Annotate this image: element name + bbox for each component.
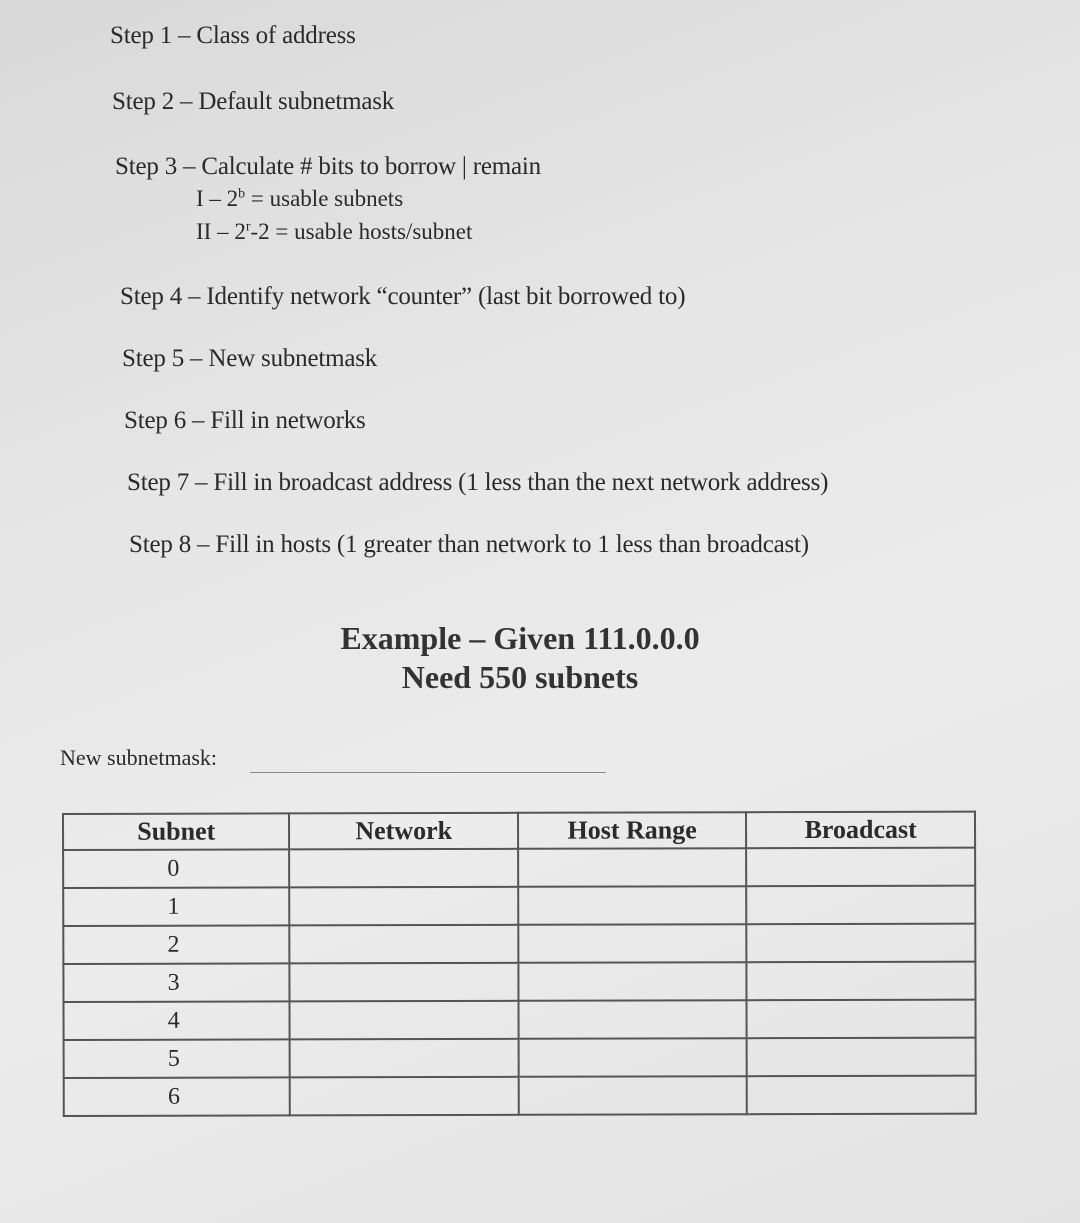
host-range-cell[interactable]	[519, 1076, 747, 1115]
example-subtitle: Need 550 subnets	[401, 659, 639, 695]
table-row	[64, 1038, 976, 1078]
new-subnetmask-label: New subnetmask:	[60, 745, 218, 770]
network-cell[interactable]	[290, 1077, 519, 1116]
step-3: Step 3 – Calculate # bits to borrow | remain	[115, 153, 541, 180]
step-7: Step 7 – Fill in broadcast address (1 less than the next network address)	[127, 469, 829, 496]
step-6: Step 6 – Fill in networks	[124, 407, 366, 434]
formula-hosts-exponent: r	[245, 219, 251, 235]
header-network: Network	[289, 813, 518, 850]
example-title: Example – Given 111.0.0.0	[340, 620, 700, 656]
broadcast-cell[interactable]	[747, 962, 976, 1001]
step-2: Step 2 – Default subnetmask	[112, 88, 395, 115]
subnet-table	[62, 811, 977, 1117]
subnet-number: 6	[64, 1077, 290, 1116]
subnet-number: 4	[63, 1001, 289, 1040]
table-header-row	[63, 812, 975, 850]
step-3-formula-hosts	[196, 219, 472, 245]
broadcast-cell[interactable]	[746, 886, 975, 925]
host-range-cell[interactable]	[518, 848, 746, 887]
network-cell[interactable]	[290, 1039, 519, 1078]
new-subnetmask-blank-line[interactable]	[250, 772, 606, 773]
broadcast-cell[interactable]	[747, 1038, 976, 1077]
formula-hosts-result: -2 = usable hosts/subnet	[250, 219, 473, 244]
step-4: Step 4 – Identify network “counter” (last bit borrowed to)	[120, 283, 686, 310]
broadcast-cell[interactable]	[747, 1076, 976, 1115]
formula-subnets-base: I – 2	[196, 186, 239, 211]
network-cell[interactable]	[290, 1001, 519, 1040]
step-3-formula-subnets	[196, 186, 403, 212]
broadcast-cell[interactable]	[746, 848, 975, 887]
network-cell[interactable]	[289, 849, 518, 888]
table-row	[64, 1076, 976, 1116]
table-row	[63, 1000, 975, 1040]
host-range-cell[interactable]	[518, 1000, 746, 1039]
network-cell[interactable]	[290, 887, 519, 926]
subnet-number: 5	[64, 1039, 290, 1078]
network-cell[interactable]	[290, 925, 519, 964]
host-range-cell[interactable]	[518, 962, 746, 1001]
broadcast-cell[interactable]	[747, 924, 976, 963]
formula-subnets-result: = usable subnets	[245, 186, 404, 211]
subnet-number: 0	[63, 849, 289, 888]
network-cell[interactable]	[290, 963, 519, 1002]
header-broadcast: Broadcast	[746, 812, 975, 849]
step-1: Step 1 – Class of address	[110, 22, 356, 49]
host-range-cell[interactable]	[519, 1038, 747, 1077]
subnet-number: 3	[63, 963, 289, 1002]
host-range-cell[interactable]	[518, 924, 746, 963]
step-8: Step 8 – Fill in hosts (1 greater than network to 1 less than broadcast)	[129, 531, 809, 558]
table-row	[63, 924, 975, 964]
header-subnet: Subnet	[63, 813, 289, 850]
table-row	[63, 886, 975, 926]
host-range-cell[interactable]	[518, 886, 746, 925]
table-row	[63, 848, 975, 888]
subnet-number: 1	[63, 887, 289, 926]
subnet-number: 2	[63, 925, 289, 964]
step-5: Step 5 – New subnetmask	[122, 345, 378, 372]
header-host-range: Host Range	[518, 812, 746, 849]
broadcast-cell[interactable]	[747, 1000, 976, 1039]
formula-hosts-base: II – 2	[196, 219, 246, 244]
formula-subnets-exponent: b	[238, 186, 246, 202]
table-row	[63, 962, 975, 1002]
